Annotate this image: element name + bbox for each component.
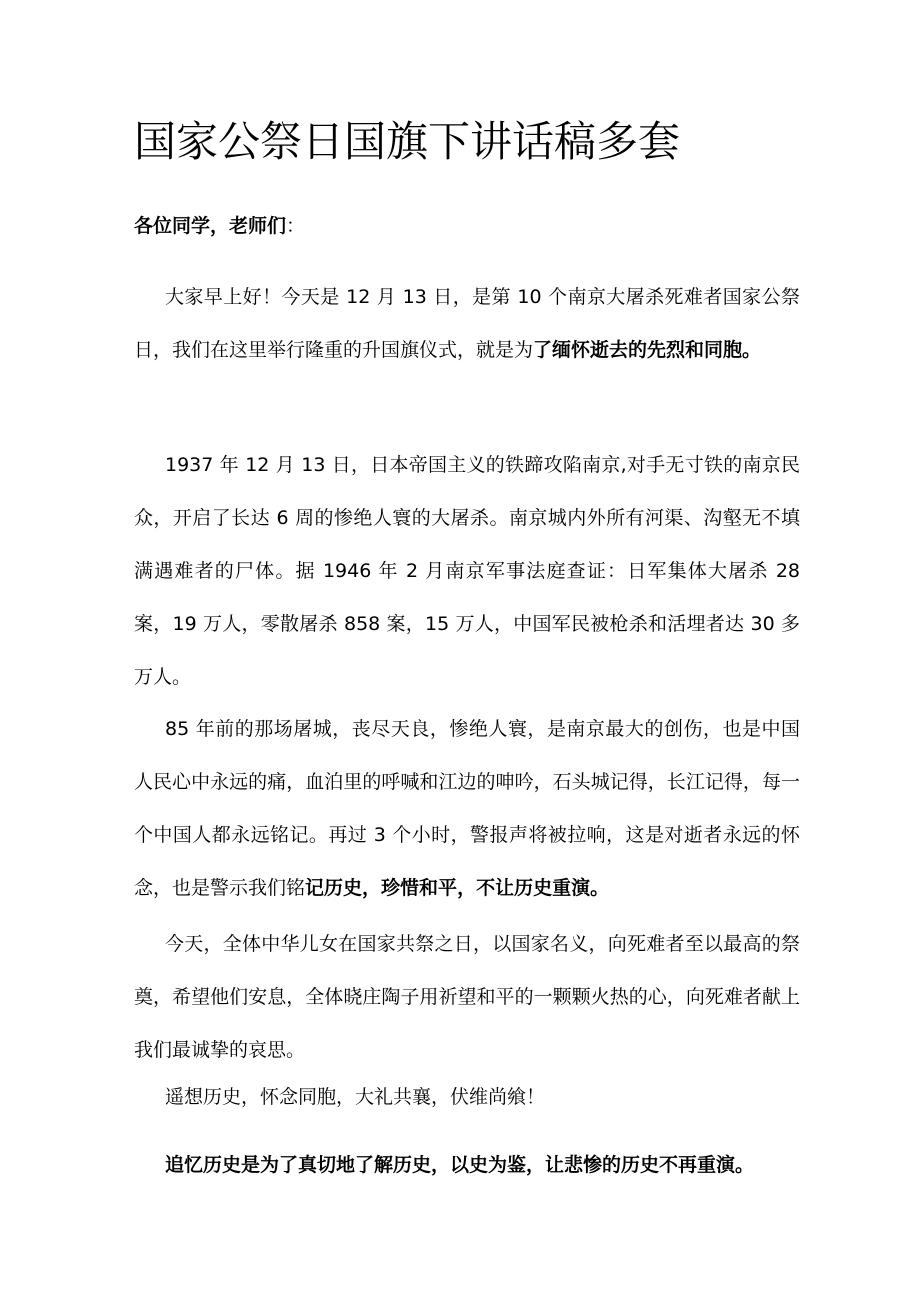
paragraph-opening-text: 大家早上好！今天是 12 月 13 日，是第 10 个南京大屠杀死难者国家公祭日，我们在这里举行隆重的升国旗仪式，就是为 — [134, 286, 800, 361]
paragraph-history: 1937 年 12 月 13 日，日本帝国主义的铁蹄攻陷南京,对手无寸铁的南京民众，开启了长达 6 周的惨绝人寰的大屠杀。南京城内外所有河渠、沟壑无不填满遇难者的尸体。据 1946 年 2 月南京军事法庭查证：日军集体大屠杀 28 案，19 万人，零散屠杀 858 案，15 万人，中国军民被枪杀和活埋者达 30 多万人。 — [134, 454, 800, 688]
paragraph-memory-text: 85 年前的那场屠城，丧尽天良，惨绝人寰，是南京最大的创伤，也是中国人民心中永远的痛，血泊里的呼喊和江边的呻吟，石头城记得，长江记得，每一个中国人都永远铭记。再过 3 个小时，警报声将被拉响，这是对逝者永远的怀念，也是警示我们铭 — [134, 718, 800, 899]
bold-separator-2: ， — [457, 877, 477, 899]
paragraph-closing-bold: 追忆历史是为了真切地了解历史，以史为鉴，让悲惨的历史不再重演。 — [165, 1154, 755, 1176]
paragraph-opening — [134, 271, 800, 377]
greeting-bold: 各位同学，老师们 — [134, 215, 287, 237]
bold-cherish-peace: 珍惜和平 — [381, 877, 458, 899]
paragraph-closing — [134, 1139, 800, 1192]
paragraph-opening-bold: 了缅怀逝去的先烈和同胞。 — [533, 339, 762, 361]
paragraph-eulogy: 遥想历史，怀念同胞，大礼共襄，伏维尚飨！ — [165, 1086, 546, 1108]
bold-remember-history: 记历史 — [305, 877, 363, 899]
greeting-colon: ： — [286, 215, 306, 237]
paragraph-tribute: 今天，全体中华儿女在国家共祭之日，以国家名义，向死难者至以最高的祭奠，希望他们安息，全体晓庄陶子用祈望和平的一颗颗火热的心，向死难者献上我们最诚挚的哀思。 — [134, 933, 800, 1061]
bold-never-repeat: 不让历史重演。 — [476, 877, 610, 899]
greeting — [134, 211, 305, 241]
paragraph-memory — [134, 703, 800, 915]
page-title: 国家公祭日国旗下讲话稿多套 — [134, 117, 681, 166]
bold-separator-1: ， — [362, 877, 382, 899]
